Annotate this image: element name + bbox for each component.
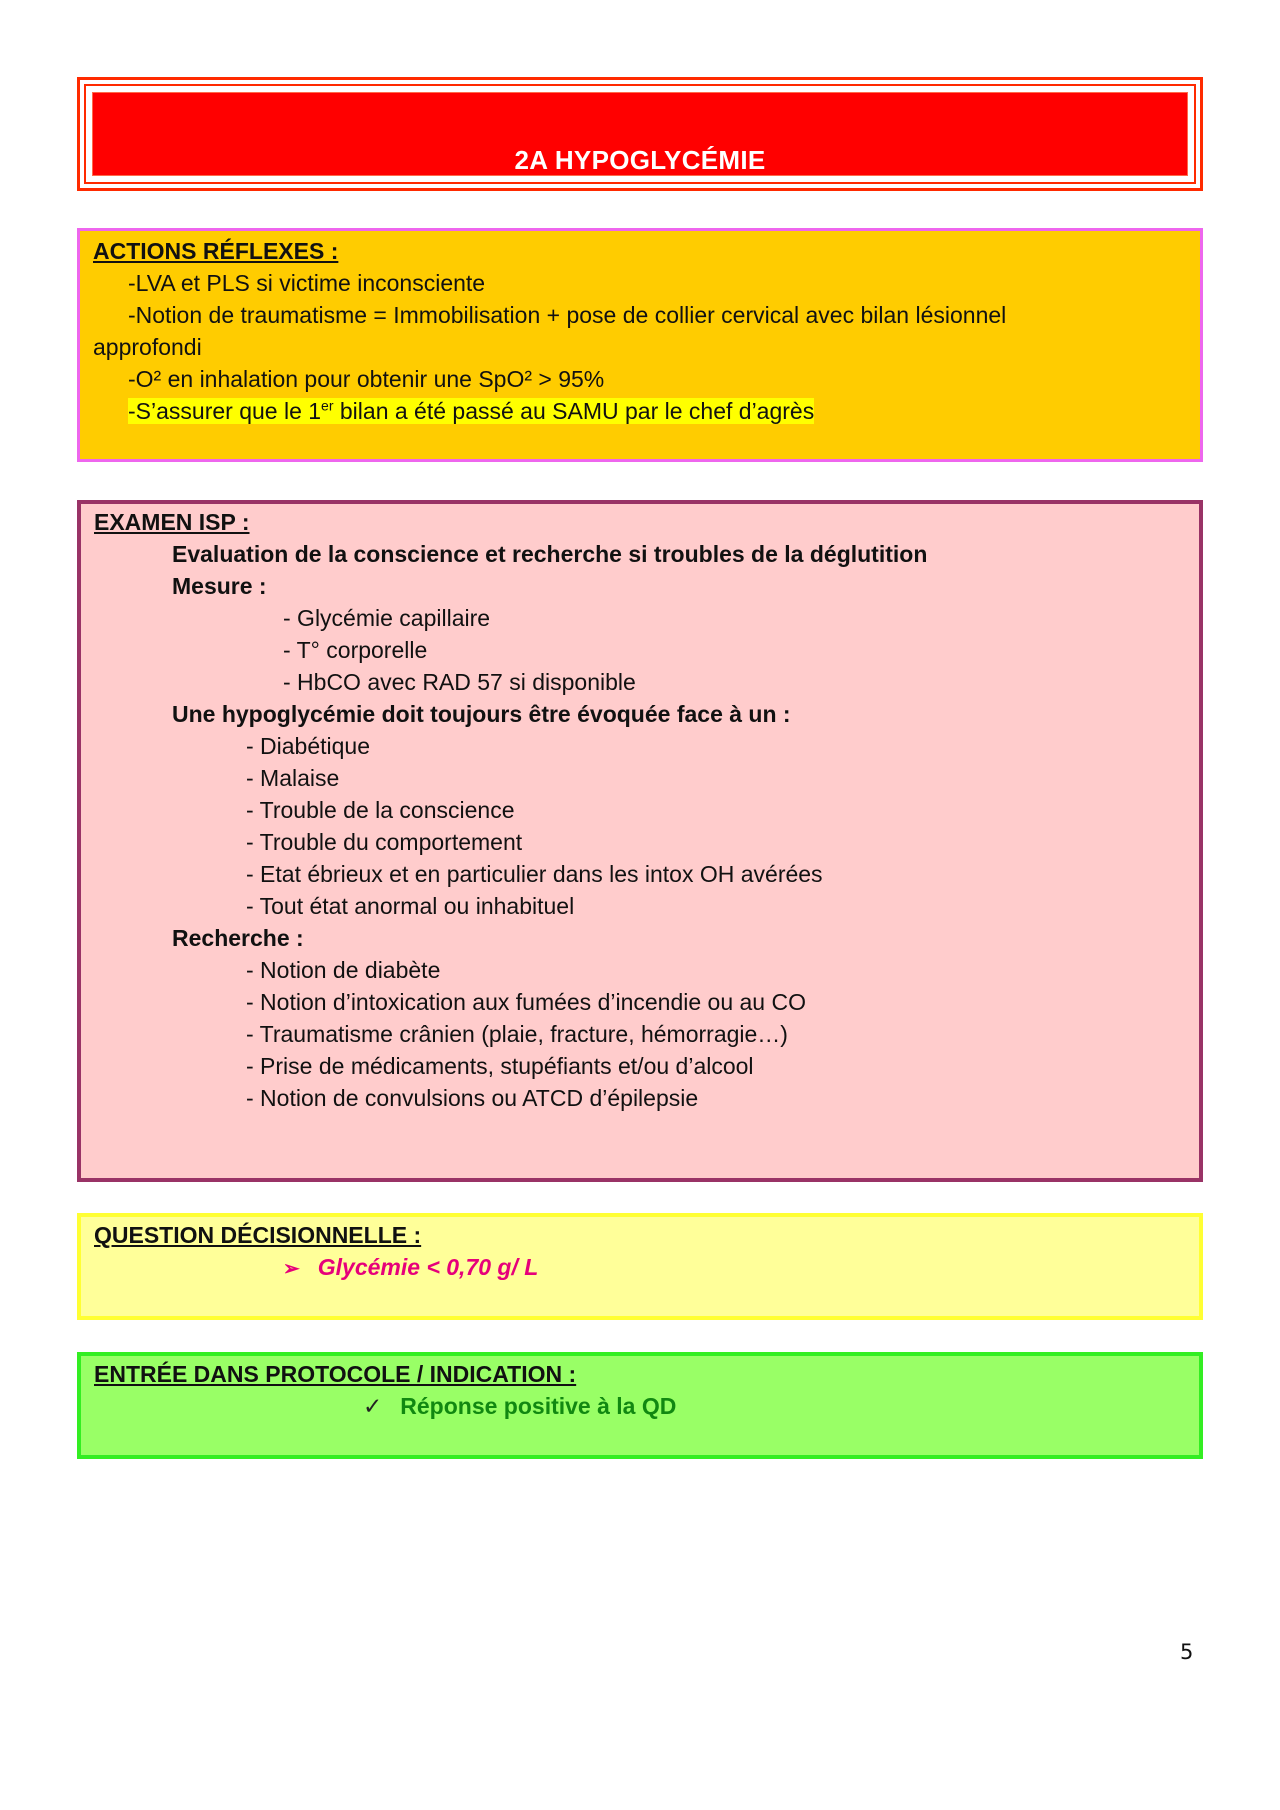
hypo-label: Une hypoglycémie doit toujours être évoquée face à un : bbox=[172, 701, 791, 727]
hypo-item: - Malaise bbox=[246, 765, 340, 791]
actions-item: -Notion de traumatisme = Immobilisation + pose de collier cervical avec bilan lésionnel bbox=[128, 302, 1007, 328]
entree-response-row bbox=[81, 1390, 1199, 1422]
recherche-item: - Notion de diabète bbox=[246, 957, 441, 983]
actions-item-continuation: approfondi bbox=[93, 334, 202, 360]
hypo-item: - Trouble du comportement bbox=[246, 829, 523, 855]
recherche-item: - Notion de convulsions ou ATCD d’épilepsie bbox=[246, 1085, 699, 1111]
examen-heading: EXAMEN ISP : bbox=[94, 509, 250, 535]
recherche-item: - Prise de médicaments, stupéfiants et/ou d’alcool bbox=[246, 1053, 754, 1079]
title-banner-fill bbox=[92, 92, 1188, 176]
entree-protocole-section bbox=[77, 1352, 1203, 1459]
recherche-item: - Traumatisme crânien (plaie, fracture, hémorragie…) bbox=[246, 1021, 788, 1047]
examen-isp-section bbox=[77, 500, 1203, 1182]
question-decisionnelle-section bbox=[77, 1213, 1203, 1320]
recherche-item: - Notion d’intoxication aux fumées d’incendie ou au CO bbox=[246, 989, 806, 1015]
title-banner bbox=[77, 77, 1203, 191]
actions-item-text: bilan a été passé au SAMU par le chef d’agrès bbox=[333, 398, 815, 424]
actions-item: -O² en inhalation pour obtenir une SpO² > 95% bbox=[128, 366, 605, 392]
arrow-bullet-icon: ➢ bbox=[283, 1258, 300, 1280]
actions-item-highlighted bbox=[80, 395, 1200, 427]
entree-response: Réponse positive à la QD bbox=[400, 1393, 677, 1419]
actions-item-superscript: er bbox=[321, 397, 334, 414]
page-title: 2A HYPOGLYCÉMIE bbox=[514, 145, 766, 175]
actions-item: -LVA et PLS si victime inconsciente bbox=[128, 270, 486, 296]
check-icon: ✓ bbox=[363, 1393, 383, 1419]
hypo-item: - Trouble de la conscience bbox=[246, 797, 515, 823]
mesure-label: Mesure : bbox=[172, 573, 267, 599]
title-banner-frame bbox=[84, 84, 1196, 184]
hypo-item: - Tout état anormal ou inhabituel bbox=[246, 893, 575, 919]
hypo-item: - Diabétique bbox=[246, 733, 371, 759]
actions-item-text: -S’assurer que le 1 bbox=[128, 398, 322, 424]
mesure-item: - T° corporelle bbox=[283, 637, 428, 663]
mesure-item: - HbCO avec RAD 57 si disponible bbox=[283, 669, 636, 695]
page-number: 5 bbox=[1180, 1640, 1194, 1664]
question-criterion-row bbox=[81, 1251, 1199, 1285]
question-criterion: Glycémie < 0,70 g/ L bbox=[317, 1254, 539, 1280]
recherche-label: Recherche : bbox=[172, 925, 304, 951]
actions-heading: ACTIONS RÉFLEXES : bbox=[93, 238, 339, 264]
question-heading: QUESTION DÉCISIONNELLE : bbox=[94, 1222, 422, 1248]
entree-heading: ENTRÉE DANS PROTOCOLE / INDICATION : bbox=[94, 1361, 577, 1387]
mesure-item: - Glycémie capillaire bbox=[283, 605, 491, 631]
examen-evaluation: Evaluation de la conscience et recherche si troubles de la déglutition bbox=[172, 541, 928, 567]
actions-reflexes-section bbox=[77, 228, 1203, 462]
hypo-item: - Etat ébrieux et en particulier dans les intox OH avérées bbox=[246, 861, 823, 887]
